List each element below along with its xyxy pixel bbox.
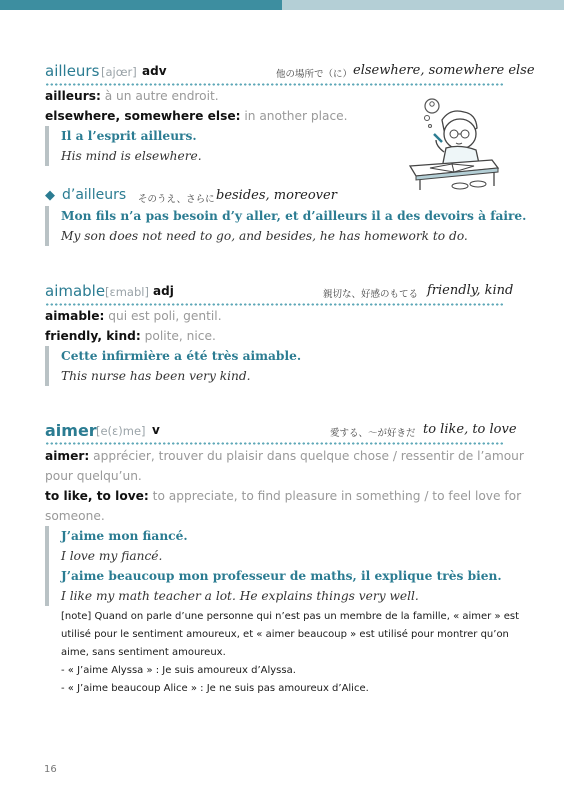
definition: ailleurs: à un autre endroit. [45,89,219,103]
definition-continued: pour quelqu’un. [45,469,142,483]
subentry-japanese: そのうえ、さらに [138,194,215,205]
japanese-translation: 親切な、好感のもてる [323,289,419,300]
example-english: This nurse has been very kind. [61,369,251,383]
definition: friendly, kind: polite, nice. [45,329,216,343]
dotted-separator [45,83,503,86]
japanese-translation: 他の場所で（に） [276,69,353,80]
example-french: Il a l’esprit ailleurs. [61,129,197,143]
definition: to like, to love: to appreciate, to find pleasure in something / to feel love for [45,489,522,503]
example-english: My son does not need to go, and besides, he has homework to do. [61,229,468,243]
definition: elsewhere, somewhere else: in another place. [45,109,348,123]
english-translation: friendly, kind [427,283,514,298]
example-french: Mon fils n’a pas besoin d’y aller, et d’ailleurs il a des devoirs à faire. [61,209,527,223]
top-bar-dark [0,0,282,10]
pronunciation: [e(ɛ)me] [96,424,146,438]
usage-note-line: [note] Quand on parle d’une personne qui n’est pas un membre de la famille, « aimer » est [61,611,520,622]
example-french: Cette infirmière a été très aimable. [61,349,302,363]
part-of-speech: adv [142,64,167,78]
english-translation: to like, to love [423,422,517,437]
example-block [45,346,531,386]
part-of-speech: adj [153,284,174,298]
definition: aimer: apprécier, trouver du plaisir dans quelque chose / ressentir de l’amour [45,449,524,463]
dotted-separator [45,442,503,445]
example-french: J’aime mon fiancé. [61,529,188,543]
top-bar-light [282,0,564,10]
example-block [45,206,531,246]
example-french: J’aime beaucoup mon professeur de maths, il explique très bien. [61,569,502,583]
japanese-translation: 愛する、〜が好きだ [330,428,416,439]
example-block [45,566,531,606]
example-block [45,526,531,566]
usage-note-line: - « J’aime beaucoup Alice » : Je ne suis pas amoureux d’Alice. [61,683,369,694]
example-english: I like my math teacher a lot. He explains things very well. [61,589,419,603]
usage-note-line: aime, sans sentiment amoureux. [61,647,226,658]
headword: aimer [45,421,97,440]
english-translation: elsewhere, somewhere else [353,63,535,78]
example-english: I love my fiancé. [61,549,163,563]
subentry-headword: d’ailleurs [62,187,127,203]
definition: aimable: qui est poli, gentil. [45,309,222,323]
definition-continued: someone. [45,509,105,523]
student-thinking-at-desk-icon [398,96,503,192]
top-color-bar [0,0,564,10]
usage-note-line: - « J’aime Alyssa » : Je suis amoureux d’Alyssa. [61,665,296,676]
page-number: 16 [44,764,57,775]
usage-note [61,608,519,698]
headword: ailleurs [45,62,100,80]
part-of-speech: v [152,423,160,437]
dotted-separator [45,303,503,306]
pronunciation: [ɛmabl] [105,285,149,299]
pronunciation: [ajœr] [101,65,137,79]
subentry-marker: ◆ [45,188,55,203]
headword: aimable [45,282,106,300]
subentry-english: besides, moreover [216,188,337,203]
usage-note-line: utilisé pour le sentiment amoureux, et « aimer beaucoup » est utilisé pour montrer qu’on [61,629,509,640]
example-english: His mind is elsewhere. [61,149,202,163]
